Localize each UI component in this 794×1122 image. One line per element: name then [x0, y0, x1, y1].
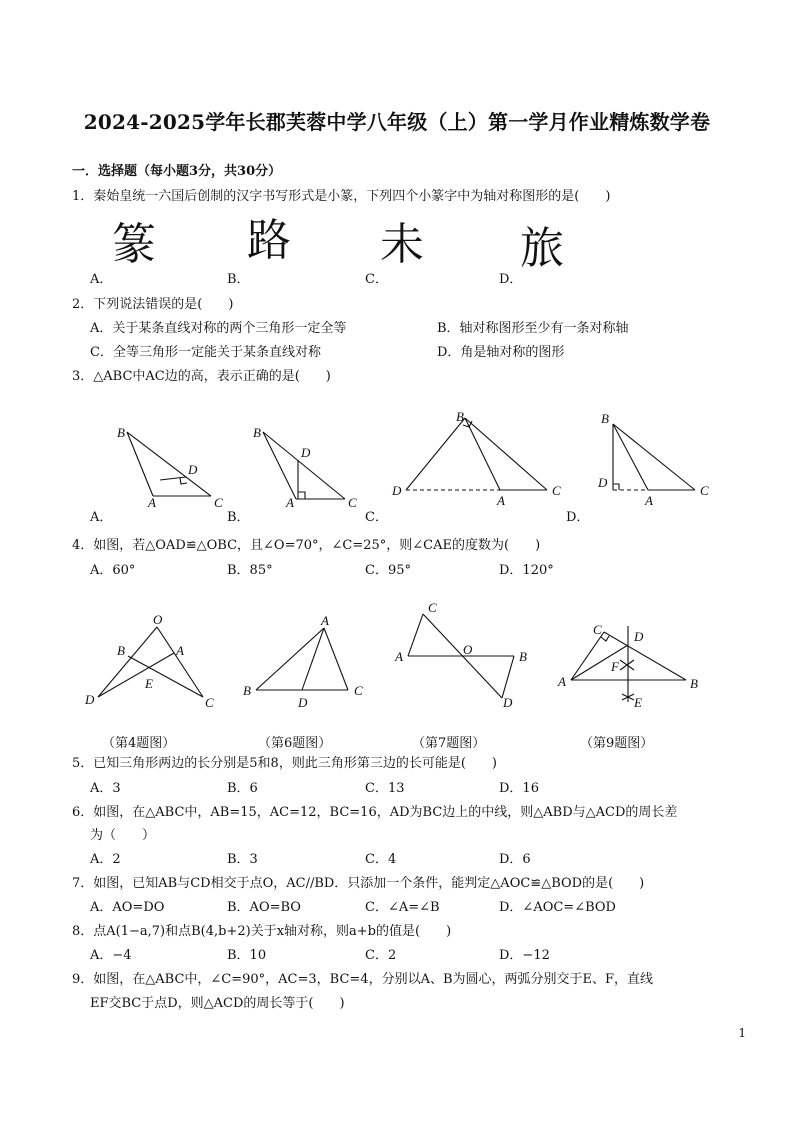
question-5-stem: 5．已知三角形两边的长分别是5和8，则此三角形第三边的长可能是( ) — [72, 756, 497, 771]
fig3c-label-c: C — [552, 483, 561, 498]
question-2-stem: 2．下列说法错误的是( ) — [72, 297, 234, 312]
q5-option-c: C．13 — [365, 781, 405, 796]
q6-option-c: C．4 — [365, 852, 397, 867]
fig9-label-f: F — [611, 659, 619, 674]
caption-figure-7: （第7题图） — [412, 736, 486, 751]
fig3a-label-a: A — [148, 495, 156, 510]
q2-option-a: A．关于某条直线对称的两个三角形一定全等 — [90, 321, 347, 336]
question-4-stem: 4．如图，若△OAD≌△OBC，且∠O=70°，∠C=25°，则∠CAE的度数为( ) — [72, 538, 541, 553]
fig7-label-b: B — [519, 649, 527, 664]
q1-option-c: C． — [365, 272, 388, 287]
q6-option-d: D．6 — [499, 852, 531, 867]
q8-option-a: A．−4 — [90, 948, 132, 963]
question-3-stem: 3．△ABC中AC边的高，表示正确的是( ) — [72, 369, 331, 384]
fig6-label-d: D — [298, 695, 308, 710]
fig6-label-a: A — [321, 613, 329, 628]
caption-figure-9: （第9题图） — [580, 736, 654, 751]
q4-option-a: A．60° — [90, 563, 136, 578]
fig6-label-c: C — [354, 683, 363, 698]
figure-7 — [408, 614, 514, 698]
q2-option-c: C．全等三角形一定能关于某条直线对称 — [90, 345, 321, 360]
q1-option-a: A． — [90, 272, 113, 287]
q5-option-b: B．6 — [227, 781, 258, 796]
q3-option-a: A． — [90, 510, 113, 525]
fig4-label-a: A — [176, 643, 184, 658]
q3-option-b: B． — [227, 510, 250, 525]
q6-option-a: A．2 — [90, 852, 121, 867]
figure-3d — [613, 424, 695, 490]
q2-option-d: D．角是轴对称的图形 — [437, 345, 565, 360]
seal-glyph-c: 未 — [380, 219, 424, 270]
q2-option-b: B．轴对称图形至少有一条对称轴 — [437, 321, 629, 336]
fig3b-label-d: D — [301, 445, 311, 460]
question-9-stem-line-2: EF交BC于点D，则△ACD的周长等于( ) — [90, 996, 345, 1011]
fig3d-label-a: A — [645, 493, 653, 508]
fig3b-label-b: B — [253, 425, 261, 440]
fig3a-label-b: B — [117, 425, 125, 440]
fig4-label-d: D — [85, 692, 95, 707]
q8-option-c: C．2 — [365, 948, 397, 963]
q1-option-b: B． — [227, 272, 250, 287]
fig7-label-d: D — [503, 695, 513, 710]
q7-option-c: C．∠A=∠B — [365, 900, 440, 915]
seal-glyph-b: 路 — [247, 215, 291, 266]
figure-3b — [263, 432, 345, 499]
figure-3c — [406, 418, 547, 490]
q4-option-c: C．95° — [365, 563, 411, 578]
page-title: 2024-2025学年长郡芙蓉中学八年级（上）第一学月作业精炼数学卷 — [83, 110, 711, 134]
fig9-label-b: B — [690, 676, 698, 691]
figure-3a — [127, 432, 211, 496]
q8-option-b: B．10 — [227, 948, 267, 963]
fig3d-label-d: D — [598, 475, 608, 490]
question-6-stem-line-2: 为（ ） — [90, 828, 156, 843]
fig9-label-d: D — [634, 629, 644, 644]
fig9-label-a: A — [558, 674, 566, 689]
question-6-stem-line-1: 6．如图，在△ABC中，AB=15，AC=12，BC=16，AD为BC边上的中线，则△ABD与△ACD的周长差 — [72, 805, 678, 820]
q5-option-a: A．3 — [90, 781, 121, 796]
fig7-label-o: O — [463, 642, 473, 657]
q4-option-b: B．85° — [227, 563, 273, 578]
fig3c-label-a: A — [497, 493, 505, 508]
fig7-label-c: C — [428, 600, 437, 615]
q1-option-d: D． — [499, 272, 523, 287]
question-8-stem: 8．点A(1−a,7)和点B(4,b+2)关于x轴对称，则a+b的值是( ) — [72, 924, 452, 939]
caption-figure-4: （第4题图） — [102, 736, 176, 751]
q8-option-d: D．−12 — [499, 948, 550, 963]
fig3d-label-b: B — [601, 411, 609, 426]
q7-option-d: D．∠AOC=∠BOD — [499, 900, 616, 915]
fig9-label-c: C — [593, 622, 602, 637]
page-number: 1 — [738, 1026, 746, 1040]
fig6-label-b: B — [243, 683, 251, 698]
section-heading: 一．选择题（每小题3分，共30分） — [72, 164, 282, 179]
seal-glyph-d: 旅 — [520, 223, 564, 274]
fig3a-label-d: D — [188, 462, 198, 477]
fig3d-label-c: C — [700, 483, 709, 498]
question-9-stem-line-1: 9．如图，在△ABC中，∠C=90°，AC=3，BC=4，分别以A、B为圆心，两弧分别交于E、F，直线 — [72, 972, 654, 987]
q5-option-d: D．16 — [499, 781, 539, 796]
q3-option-c: C． — [365, 510, 388, 525]
question-7-stem: 7．如图，已知AB与CD相交于点O，AC//BD．只添加一个条件，能判定△AOC≌△BOD的是( ) — [72, 876, 645, 891]
fig4-label-c: C — [205, 695, 214, 710]
figure-6 — [256, 628, 348, 690]
question-1-stem: 1．秦始皇统一六国后创制的汉字书写形式是小篆，下列四个小篆字中为轴对称图形的是( ) — [72, 189, 611, 204]
fig7-label-a: A — [395, 649, 403, 664]
fig4-label-e: E — [145, 676, 153, 691]
fig3a-label-c: C — [214, 495, 223, 510]
fig4-label-b: B — [117, 643, 125, 658]
fig3c-label-b: B — [456, 409, 464, 424]
q4-option-d: D．120° — [499, 563, 554, 578]
q7-option-b: B．AO=BO — [227, 900, 301, 915]
q7-option-a: A．AO=DO — [90, 900, 165, 915]
fig3c-label-d: D — [392, 483, 402, 498]
figure-9 — [571, 626, 686, 702]
fig3b-label-c: C — [348, 495, 357, 510]
fig3b-label-a: A — [286, 495, 294, 510]
q6-option-b: B．3 — [227, 852, 258, 867]
fig9-label-e: E — [634, 695, 642, 710]
q3-option-d: D． — [566, 510, 590, 525]
fig4-label-o: O — [153, 612, 163, 627]
seal-glyph-a: 篆 — [112, 219, 156, 270]
caption-figure-6: （第6题图） — [258, 736, 332, 751]
